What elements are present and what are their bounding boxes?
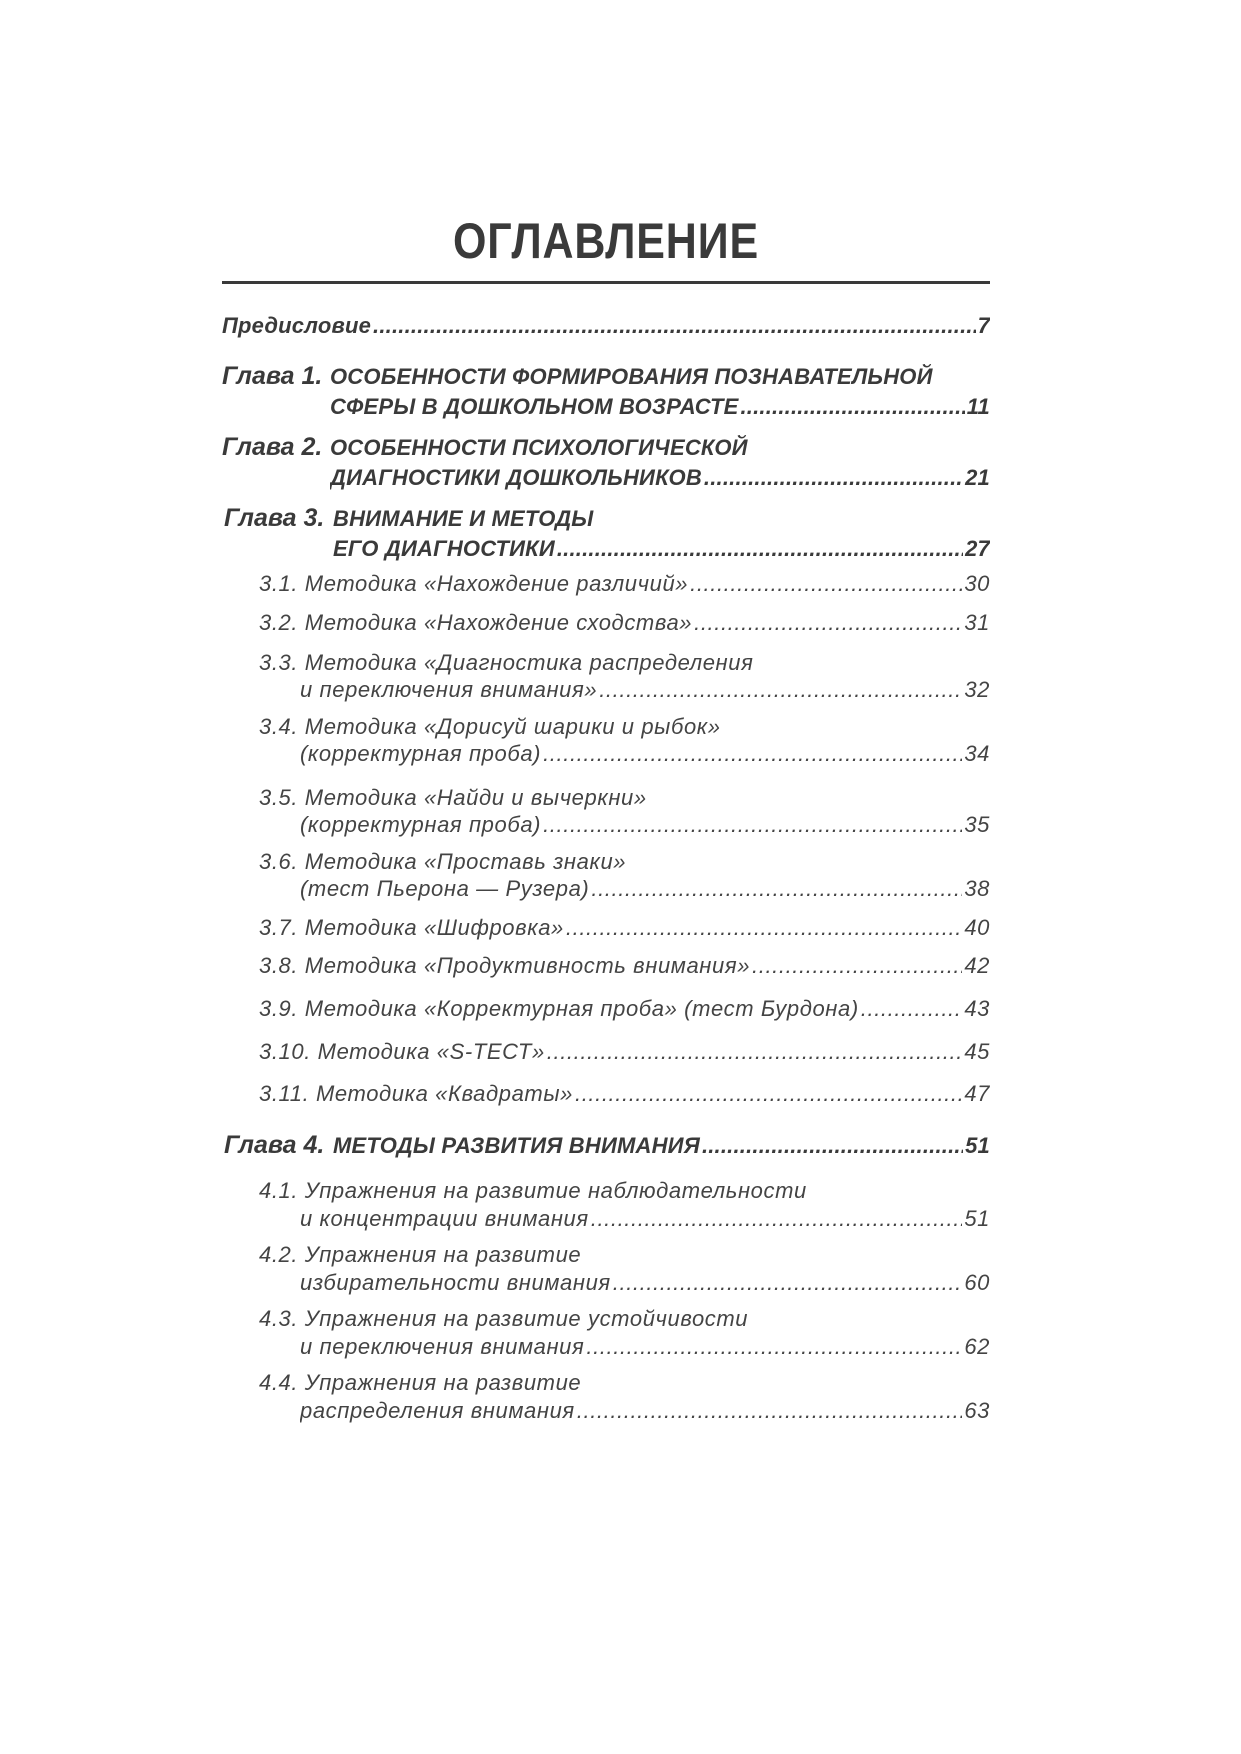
toc-entry-label: (тест Пьерона — Рузера) [300,876,590,901]
dot-leader [702,1133,963,1159]
toc-entry-label: (корректурная проба) [300,741,542,766]
toc-entry-3-9[interactable] [259,996,990,1022]
toc-entry-4-2[interactable] [300,1270,990,1296]
toc-entry-preface[interactable] [222,313,990,339]
toc-page-number: 42 [964,953,990,978]
toc-entry-label: 3.4. Методика «Дорисуй шарики и рыбок» [259,714,721,739]
dot-leader [373,313,976,339]
title-divider [222,281,990,284]
toc-page-number: 40 [964,915,990,940]
toc-entry-label: 3.5. Методика «Найди и вычеркни» [259,785,647,810]
toc-page-number: 51 [965,1133,990,1158]
toc-page-number: 21 [965,465,990,490]
dot-leader [575,1081,962,1107]
dot-leader [591,876,962,902]
dot-leader [694,610,962,636]
toc-entry-label: 4.2. Упражнения на развитие [259,1242,582,1267]
toc-page-number: 34 [964,741,990,766]
toc-page-number: 47 [964,1081,990,1106]
page-title: ОГЛАВЛЕНИЕ [452,213,760,269]
toc-entry-label: 3.10. Методика «S-ТЕСТ» [259,1039,545,1064]
toc-entry-3-3[interactable] [300,677,990,703]
toc-entry-3-8[interactable] [259,953,990,979]
toc-entry-label: Предисловие [222,313,372,338]
toc-entry-3-6[interactable] [300,876,990,902]
toc-page-number: 43 [964,996,990,1021]
toc-entry-label: (корректурная проба) [300,812,542,837]
toc-page-number: 27 [965,536,990,561]
toc-page-number: 7 [977,313,990,338]
dot-leader [690,571,962,597]
toc-entry-3-7[interactable] [259,915,990,941]
toc-page-number: 38 [964,876,990,901]
toc-page-number: 63 [964,1398,990,1423]
toc-page-number: 31 [964,610,990,635]
toc-entry-4-4-line1[interactable] [259,1370,581,1396]
dot-leader [557,536,963,562]
toc-entry-chapter-1[interactable] [330,394,990,420]
toc-entry-label: и концентрации внимания [300,1206,589,1231]
toc-entry-chapter-2[interactable] [330,465,990,491]
toc-entry-chapter-3[interactable] [333,536,990,562]
toc-entry-label: СФЕРЫ В ДОШКОЛЬНОМ ВОЗРАСТЕ [330,394,739,419]
chapter-1-label: Глава 1. [222,362,323,390]
chapter-3-title-line1[interactable] [333,506,594,532]
dot-leader [752,953,962,979]
toc-page-number: 32 [964,677,990,702]
chapter-4-label: Глава 4. [224,1131,325,1159]
toc-entry-label: 4.4. Упражнения на развитие [259,1370,582,1395]
toc-entry-label: 3.9. Методика «Корректурная проба» (тест Бурдона) [259,996,859,1021]
toc-entry-label: 4.3. Упражнения на развитие устойчивости [259,1306,749,1331]
toc-entry-label: 3.3. Методика «Диагностика распределения [259,650,754,675]
chapter-3-label: Глава 3. [224,504,325,532]
dot-leader [591,1206,963,1232]
toc-entry-4-1-line1[interactable] [259,1178,807,1204]
dot-leader [577,1398,963,1424]
toc-entry-label: ОСОБЕННОСТИ ФОРМИРОВАНИЯ ПОЗНАВАТЕЛЬНОЙ [330,364,933,389]
toc-entry-3-10[interactable] [259,1039,990,1065]
toc-entry-label: 3.1. Методика «Нахождение различий» [259,571,689,596]
dot-leader [613,1270,963,1296]
chapter-2-title-line1[interactable] [330,435,748,461]
toc-entry-3-11[interactable] [259,1081,990,1107]
dot-leader [566,915,962,941]
toc-entry-label: 3.2. Методика «Нахождение сходства» [259,610,693,635]
toc-entry-4-3[interactable] [300,1334,990,1360]
toc-page-number: 51 [964,1206,990,1231]
dot-leader [704,465,963,491]
toc-entry-3-1[interactable] [259,571,990,597]
dot-leader [543,741,962,767]
toc-entry-4-2-line1[interactable] [259,1242,581,1268]
dot-leader [861,996,963,1022]
toc-entry-3-4[interactable] [300,741,990,767]
toc-entry-label: избирательности внимания [300,1270,611,1295]
toc-entry-chapter-4[interactable] [333,1133,990,1159]
toc-entry-label: 3.11. Методика «Квадраты» [259,1081,573,1106]
toc-entry-3-3-line1[interactable] [259,650,753,676]
toc-entry-label: распределения внимания [300,1398,575,1423]
toc-entry-label: ЕГО ДИАГНОСТИКИ [333,536,555,561]
toc-entry-4-1[interactable] [300,1206,990,1232]
toc-page-number: 62 [964,1334,990,1359]
toc-page-number: 60 [964,1270,990,1295]
toc-entry-3-6-line1[interactable] [259,849,626,875]
toc-entry-label: 3.7. Методика «Шифровка» [259,915,564,940]
toc-page-number: 11 [966,394,990,419]
dot-leader [543,812,962,838]
toc-entry-label: и переключения внимания [300,1334,585,1359]
toc-entry-4-3-line1[interactable] [259,1306,748,1332]
toc-entry-label: ДИАГНОСТИКИ ДОШКОЛЬНИКОВ [330,465,702,490]
dot-leader [547,1039,963,1065]
toc-entry-3-5-line1[interactable] [259,785,647,811]
toc-page-number: 45 [964,1039,990,1064]
toc-entry-3-4-line1[interactable] [259,714,721,740]
toc-entry-label: 3.8. Методика «Продуктивность внимания» [259,953,751,978]
toc-entry-label: 3.6. Методика «Проставь знаки» [259,849,627,874]
toc-page-number: 35 [964,812,990,837]
toc-page-number: 30 [964,571,990,596]
toc-entry-3-2[interactable] [259,610,990,636]
toc-entry-label: 4.1. Упражнения на развитие наблюдательности [259,1178,807,1203]
chapter-1-title-line1[interactable] [330,364,933,390]
toc-entry-label: МЕТОДЫ РАЗВИТИЯ ВНИМАНИЯ [333,1133,700,1158]
dot-leader [599,677,962,703]
toc-entry-label: ВНИМАНИЕ И МЕТОДЫ [333,506,594,531]
dot-leader [586,1334,962,1360]
toc-entry-label: ОСОБЕННОСТИ ПСИХОЛОГИЧЕСКОЙ [330,435,748,460]
dot-leader [740,394,964,420]
toc-entry-4-4[interactable] [300,1398,990,1424]
toc-entry-label: и переключения внимания» [300,677,598,702]
toc-entry-3-5[interactable] [300,812,990,838]
chapter-2-label: Глава 2. [222,433,323,461]
